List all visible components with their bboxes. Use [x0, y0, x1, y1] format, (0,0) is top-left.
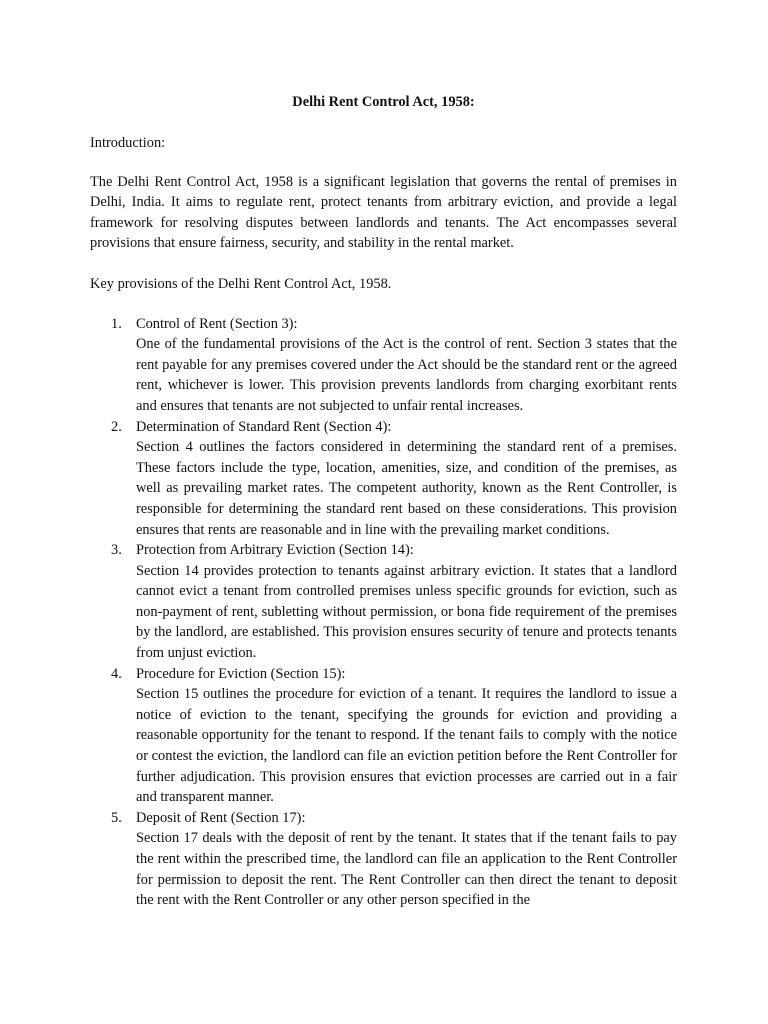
list-item — [90, 314, 677, 417]
list-item — [90, 808, 677, 911]
list-item-body: Section 14 provides protection to tenants against arbitrary eviction. It states that a landlord cannot evict a tenant from controlled premises unless specific grounds for eviction, such as non-payment of rent, subletting without permission, or bona fide requirement of the premises by the landlord, are established. This provision ensures security of tenure and protects tenants from unjust eviction. — [136, 562, 677, 662]
document-title: Delhi Rent Control Act, 1958: — [292, 94, 475, 110]
provisions-list — [90, 314, 677, 911]
document-content — [90, 92, 677, 911]
list-item-number: 3. — [111, 542, 122, 559]
list-item-number: 2. — [111, 418, 122, 435]
list-item-heading: Procedure for Eviction (Section 15): — [136, 665, 346, 682]
list-item-heading: Deposit of Rent (Section 17): — [136, 809, 306, 826]
key-provisions-heading: Key provisions of the Delhi Rent Control Act, 1958. — [90, 275, 392, 292]
list-item-body: One of the fundamental provisions of the Act is the control of rent. Section 3 states that the rent payable for any premises covered under the Act should be the standard rent or the agreed rent, whichever is lower. This provision prevents landlords from charging exorbitant rents and ensures that tenants are not subjected to unfair rental increases. — [136, 336, 677, 414]
list-item-heading: Control of Rent (Section 3): — [136, 315, 298, 332]
introduction-paragraph: The Delhi Rent Control Act, 1958 is a significant legislation that governs the rental of premises in Delhi, India. It aims to regulate rent, protect tenants from arbitrary eviction, and provide a legal framework for resolving disputes between landlords and tenants. The Act encompasses several provisions that ensure fairness, security, and stability in the rental market. — [90, 173, 677, 252]
list-item-number: 4. — [111, 665, 122, 682]
list-item-body: Section 4 outlines the factors considered in determining the standard rent of a premises. These factors include the type, location, amenities, size, and condition of the premises, as well as prevailing market rates. The competent authority, known as the Rent Controller, is responsible for determining the standard rent based on these considerations. This provision ensures that rents are reasonable and in line with the prevailing market conditions. — [136, 439, 677, 538]
list-item-body: Section 17 deals with the deposit of rent by the tenant. It states that if the tenant fails to pay the rent within the prescribed time, the landlord can file an application to the Rent Controller for permission to deposit the rent. The Rent Controller can then direct the tenant to deposit the rent with the Rent Controller or any other person specified in the — [136, 830, 677, 909]
list-item — [90, 664, 677, 808]
list-item — [90, 417, 677, 541]
introduction-heading: Introduction: — [90, 135, 166, 151]
list-item-number: 5. — [111, 809, 122, 826]
list-item-heading: Determination of Standard Rent (Section 4): — [136, 418, 392, 435]
list-item-heading: Protection from Arbitrary Eviction (Section 14): — [136, 542, 414, 559]
list-item-body: Section 15 outlines the procedure for eviction of a tenant. It requires the landlord to issue a notice of eviction to the tenant, specifying the grounds for eviction and providing a reasonable opportunity for the tenant to respond. If the tenant fails to comply with the notice or contest the eviction, the landlord can file an eviction petition before the Rent Controller for further adjudication. This provision ensures that eviction processes are carried out in a fair and transparent manner. — [136, 686, 677, 806]
list-item-number: 1. — [111, 315, 122, 332]
list-item — [90, 540, 677, 664]
